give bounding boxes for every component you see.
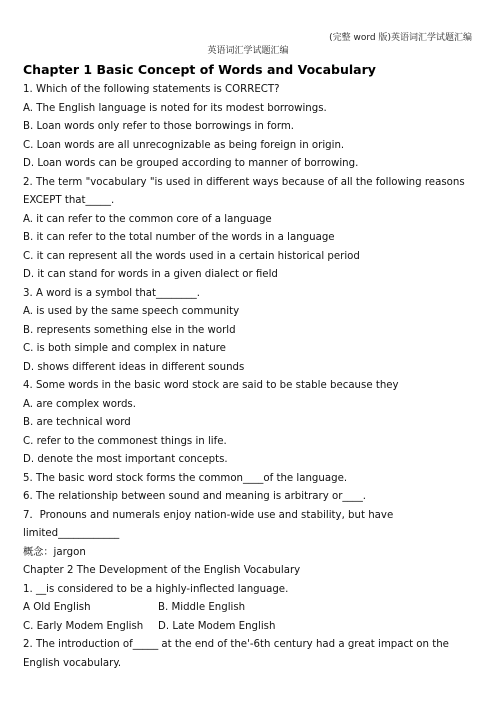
question-3-option-b: B. represents something else in the world: [23, 324, 236, 336]
question-3-option-c: C. is both simple and complex in nature: [23, 343, 226, 354]
chapter-2-question-1-stem: 1. __is considered to be a highly-inflected language.: [23, 583, 289, 595]
document-body: [23, 81, 475, 673]
chapter-2-question-1-option-c: C. Early Modem English: [23, 620, 144, 632]
question-2-stem: 2. The term "vocabulary "is used in different ways because of all the following reasons EXCEPT that_____.: [23, 176, 465, 206]
question-3-option-a: A. is used by the same speech community: [23, 306, 240, 317]
chapter-1-title: Chapter 1 Basic Concept of Words and Vocabulary: [23, 62, 376, 77]
question-4-stem: 4. Some words in the basic word stock are said to be stable because they: [23, 380, 399, 391]
question-1-option-d: D. Loan words can be grouped according to manner of borrowing.: [23, 158, 359, 169]
chapter-2-question-1-option-d: D. Late Modem English: [158, 620, 276, 632]
question-1-option-c: C. Loan words are all unrecognizable as being foreign in origin.: [23, 139, 345, 151]
question-2-option-a: A. it can refer to the common core of a language: [23, 213, 272, 225]
question-4-option-a: A. are complex words.: [23, 398, 136, 410]
question-1-stem: 1. Which of the following statements is CORRECT?: [23, 84, 280, 95]
question-7: 7．Pronouns and numerals enjoy nation-wide use and stability, but have limited____________: [23, 509, 394, 539]
question-2-option-b: B. it can refer to the total number of the words in a language: [23, 232, 335, 243]
question-4-option-d: D. denote the most important concepts.: [23, 454, 228, 465]
question-6: 6. The relationship between sound and meaning is arbitrary or____.: [23, 491, 367, 502]
chapter-2-question-1-options-row-2: [23, 618, 475, 637]
question-2-option-d: D. it can stand for words in a given dialect or field: [23, 269, 278, 280]
document-subtitle: 英语词汇学试题汇编: [207, 46, 289, 56]
question-3-stem: 3. A word is a symbol that________.: [23, 287, 201, 299]
question-4-option-c: C. refer to the commonest things in life.: [23, 435, 227, 447]
question-1-option-b: B. Loan words only refer to those borrowings in form.: [23, 121, 295, 132]
question-4-option-b: B. are technical word: [23, 417, 131, 428]
question-2-option-c: C. it can represent all the words used in a certain historical period: [23, 250, 360, 262]
question-3-option-d: D. shows different ideas in different sounds: [23, 361, 245, 373]
concept-line: 概念：jargon: [23, 546, 86, 558]
page-header-title: (完整 word 版)英语词汇学试题汇编: [329, 33, 472, 43]
chapter-2-question-1-option-b: B. Middle English: [158, 602, 246, 613]
chapter-2-question-2: 2. The introduction of_____ at the end of the'-6th century had a great impact on the English vocabulary.: [23, 639, 449, 669]
chapter-2-question-1-option-a: A Old English: [23, 602, 91, 613]
chapter-2-question-1-options-row-1: [23, 599, 475, 618]
question-5: 5. The basic word stock forms the common____of the language.: [23, 472, 348, 484]
chapter-2-title: Chapter 2 The Development of the English Vocabulary: [23, 565, 301, 576]
question-1-option-a: A. The English language is noted for its modest borrowings.: [23, 102, 327, 114]
